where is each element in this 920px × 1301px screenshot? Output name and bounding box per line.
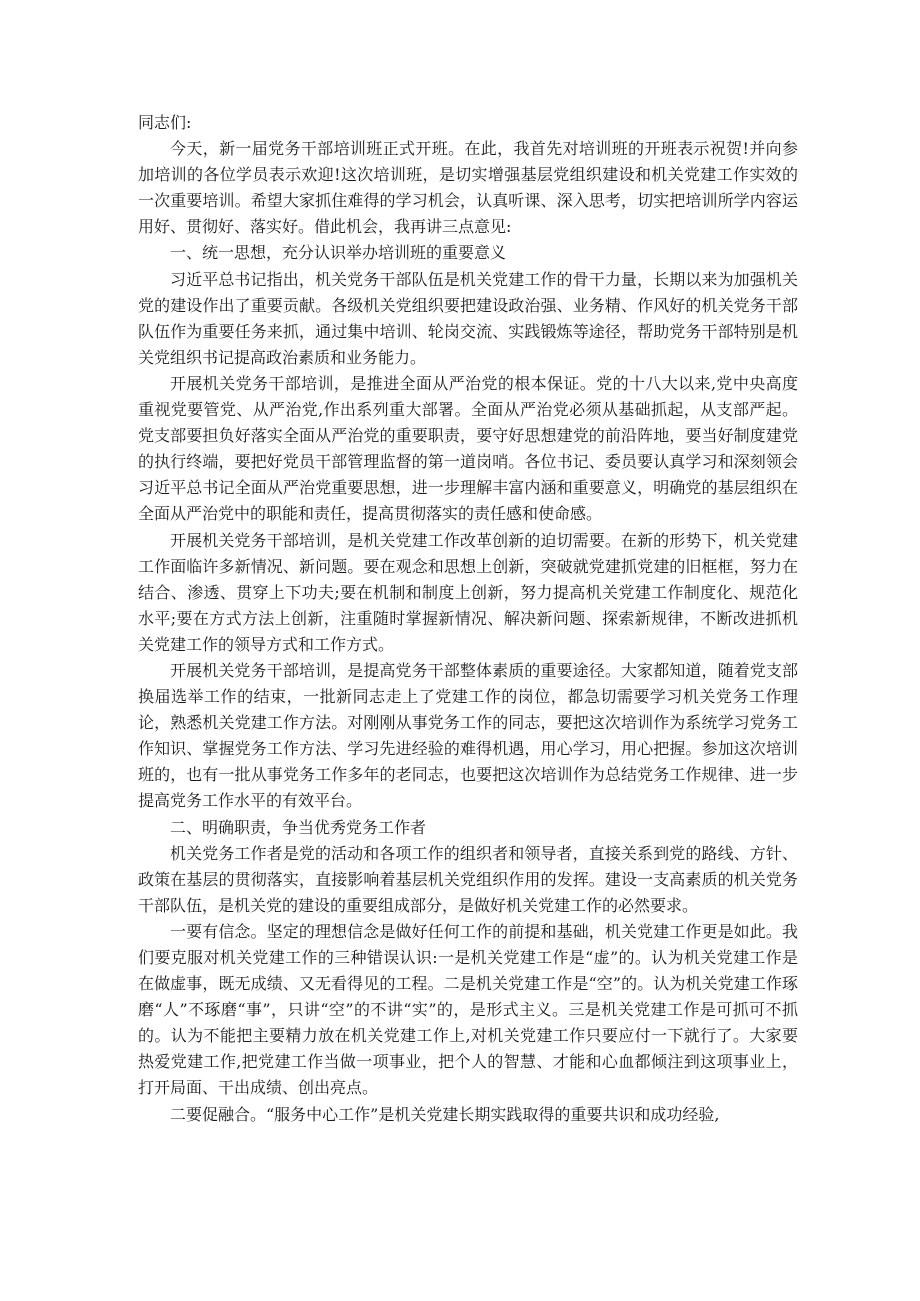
speech-document xyxy=(138,110,798,1128)
salutation: 同志们: xyxy=(138,113,192,132)
paragraph: 机关党务工作者是党的活动和各项工作的组织者和领导者，直接关系到党的路线、方针、政策在基层的贯彻落实，直接影响着基层机关党组织作用的发挥。建设一支高素质的机关党务干部队伍，是机关党的建设的重要组成部分，是做好机关党建工作的必然要求。 xyxy=(138,843,798,915)
paragraph-opening: 今天，新一届党务干部培训班正式开班。在此，我首先对培训班的开班表示祝贺!并向参加培训的各位学员表示欢迎!这次培训班，是切实增强基层党组织建设和机关党建工作实效的一次重要培训。希望大家抓住难得的学习机会，认真听课、深入思考，切实把培训所学内容运用好、贯彻好、落实好。借此机会，我再讲三点意见: xyxy=(138,139,798,237)
paragraph: 开展机关党务干部培训，是提高党务干部整体素质的重要途径。大家都知道，随着党支部换届选举工作的结束，一批新同志走上了党建工作的岗位，都急切需要学习机关党务工作理论，熟悉机关党建工作方法。对刚刚从事党务工作的同志，要把这次培训作为系统学习党务工作知识、掌握党务工作方法、学习先进经验的难得机遇，用心学习，用心把握。参加这次培训班的，也有一批从事党务工作多年的老同志，也要把这次培训作为总结党务工作规律、进一步提高党务工作水平的有效平台。 xyxy=(138,660,798,811)
section-heading-one: 一、统一思想，充分认识举办培训班的重要意义 xyxy=(170,243,507,263)
paragraph: 一要有信念。坚定的理想信念是做好任何工作的前提和基础，机关党建工作更是如此。我们要克服对机关党建工作的三种错误认识:一是机关党建工作是“虚”的。认为机关党建工作是在做虚事，既无成绩、又无看得见的工程。二是机关党建工作是“空”的。认为机关党建工作琢磨“人”不琢磨“事”，只讲“空”的不讲“实”的，是形式主义。三是机关党建工作是可抓可不抓的。认为不能把主要精力放在机关党建工作上,对机关党建工作只要应付一下就行了。大家要热爱党建工作,把党建工作当做一项事业，把个人的智慧、才能和心血都倾注到这项事业上，打开局面、干出成绩、创出亮点。 xyxy=(138,921,798,1098)
section-heading-two: 二、明确职责，争当优秀党务工作者 xyxy=(170,817,427,837)
paragraph: 开展机关党务干部培训，是机关党建工作改革创新的迫切需要。在新的形势下，机关党建工作面临许多新情况、新问题。要在观念和思想上创新，突破就党建抓党建的旧框框，努力在结合、渗透、贯穿上下功夫;要在机制和制度上创新，努力提高机关党建工作制度化、规范化水平;要在方式方法上创新，注重随时掌握新情况、解决新问题、探索新规律，不断改进抓机关党建工作的领导方式和工作方式。 xyxy=(138,530,798,654)
paragraph: 习近平总书记指出，机关党务干部队伍是机关党建工作的骨干力量，长期以来为加强机关党的建设作出了重要贡献。各级机关党组织要把建设政治强、业务精、作风好的机关党务干部队伍作为重要任务来抓，通过集中培训、轮岗交流、实践锻炼等途径，帮助党务干部特别是机关党组织书记提高政治素质和业务能力。 xyxy=(138,269,798,367)
paragraph: 开展机关党务干部培训，是推进全面从严治党的根本保证。党的十八大以来,党中央高度重视党要管党、从严治党,作出系列重大部署。全面从严治党必须从基础抓起，从支部严起。党支部要担负好落实全面从严治党的重要职责，要守好思想建党的前沿阵地，要当好制度建党的执行终端，要把好党员干部管理监督的第一道岗哨。各位书记、委员要认真学习和深刻领会习近平总书记全面从严治党重要思想，进一步理解丰富内涵和重要意义，明确党的基层组织在全面从严治党中的职能和责任，提高贯彻落实的责任感和使命感。 xyxy=(138,373,798,524)
paragraph: 二要促融合。“服务中心工作”是机关党建长期实践取得的重要共识和成功经验, xyxy=(170,1104,720,1124)
